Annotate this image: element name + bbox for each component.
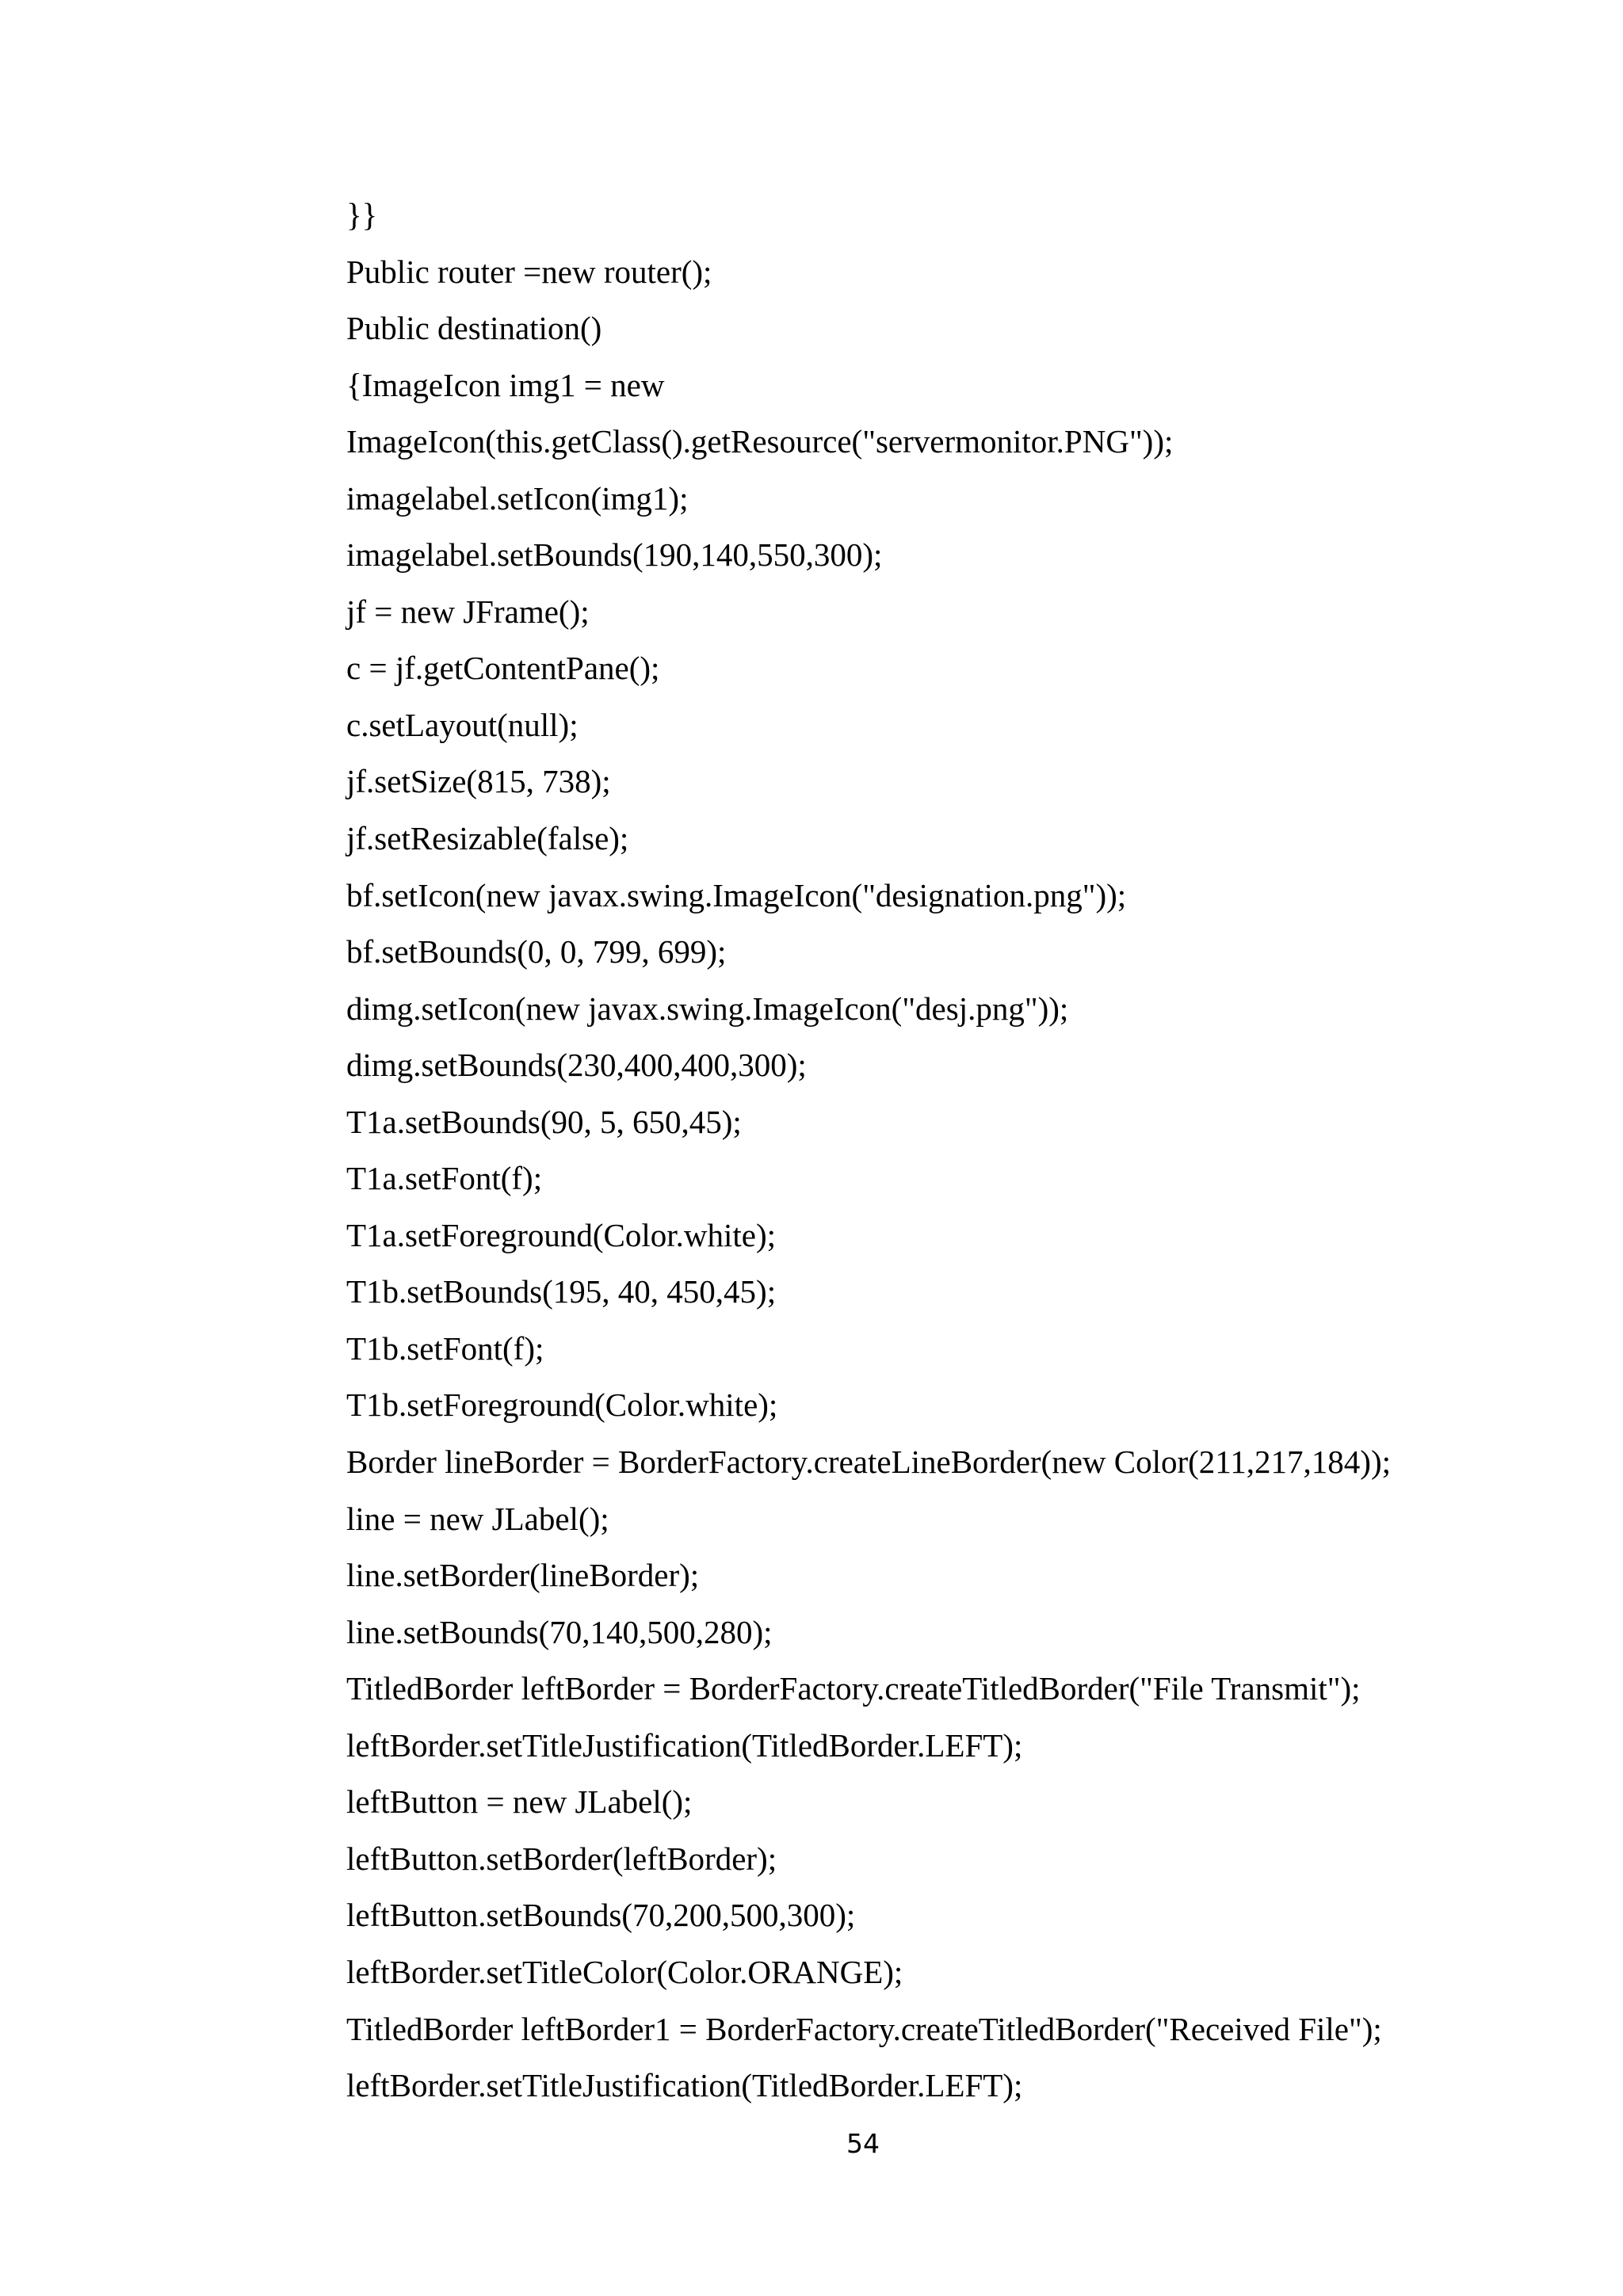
code-line: jf.setResizable(false); bbox=[346, 820, 629, 857]
code-line: line = new JLabel(); bbox=[346, 1500, 609, 1537]
code-line: c.setLayout(null); bbox=[346, 706, 579, 743]
code-line: leftBorder.setTitleJustification(TitledBorder.LEFT); bbox=[346, 1726, 1023, 1764]
code-line: imagelabel.setIcon(img1); bbox=[346, 479, 689, 517]
code-line: leftButton.setBorder(leftBorder); bbox=[346, 1840, 777, 1877]
code-line: Public router =new router(); bbox=[346, 253, 712, 290]
code-line: c = jf.getContentPane(); bbox=[346, 650, 660, 687]
code-line: T1a.setForeground(Color.white); bbox=[346, 1216, 777, 1253]
code-line: leftButton.setBounds(70,200,500,300); bbox=[346, 1897, 856, 1934]
code-line: bf.setIcon(new javax.swing.ImageIcon("designation.png")); bbox=[346, 876, 1127, 913]
code-listing bbox=[346, 187, 1535, 2115]
code-line: leftButton = new JLabel(); bbox=[346, 1783, 693, 1821]
code-line: ImageIcon(this.getClass().getResource("servermonitor.PNG")); bbox=[346, 423, 1174, 460]
code-line: leftBorder.setTitleJustification(TitledBorder.LEFT); bbox=[346, 2067, 1023, 2104]
code-line: T1a.setFont(f); bbox=[346, 1160, 543, 1197]
code-line: leftBorder.setTitleColor(Color.ORANGE); bbox=[346, 1953, 903, 1990]
code-line: Public destination() bbox=[346, 310, 602, 347]
code-line: }} bbox=[346, 196, 378, 233]
code-line: T1b.setBounds(195, 40, 450,45); bbox=[346, 1273, 777, 1310]
code-line: bf.setBounds(0, 0, 799, 699); bbox=[346, 933, 727, 971]
code-line: jf = new JFrame(); bbox=[346, 593, 590, 630]
code-line: Border lineBorder = BorderFactory.createLineBorder(new Color(211,217,184)); bbox=[346, 1444, 1391, 1481]
code-line: TitledBorder leftBorder1 = BorderFactory.createTitledBorder("Received File"); bbox=[346, 2010, 1382, 2047]
code-line: dimg.setIcon(new javax.swing.ImageIcon("desj.png")); bbox=[346, 990, 1069, 1027]
code-line: dimg.setBounds(230,400,400,300); bbox=[346, 1047, 807, 1084]
code-line: imagelabel.setBounds(190,140,550,300); bbox=[346, 536, 883, 574]
code-line: T1a.setBounds(90, 5, 650,45); bbox=[346, 1103, 742, 1140]
page-number: 54 bbox=[846, 2128, 880, 2159]
code-line: TitledBorder leftBorder = BorderFactory.createTitledBorder("File Transmit"); bbox=[346, 1670, 1361, 1707]
code-line: jf.setSize(815, 738); bbox=[346, 763, 611, 800]
code-line: T1b.setForeground(Color.white); bbox=[346, 1386, 778, 1424]
code-line: T1b.setFont(f); bbox=[346, 1329, 544, 1367]
code-line: line.setBorder(lineBorder); bbox=[346, 1557, 700, 1594]
code-line: {ImageIcon img1 = new bbox=[346, 366, 665, 403]
code-line: line.setBounds(70,140,500,280); bbox=[346, 1613, 773, 1650]
